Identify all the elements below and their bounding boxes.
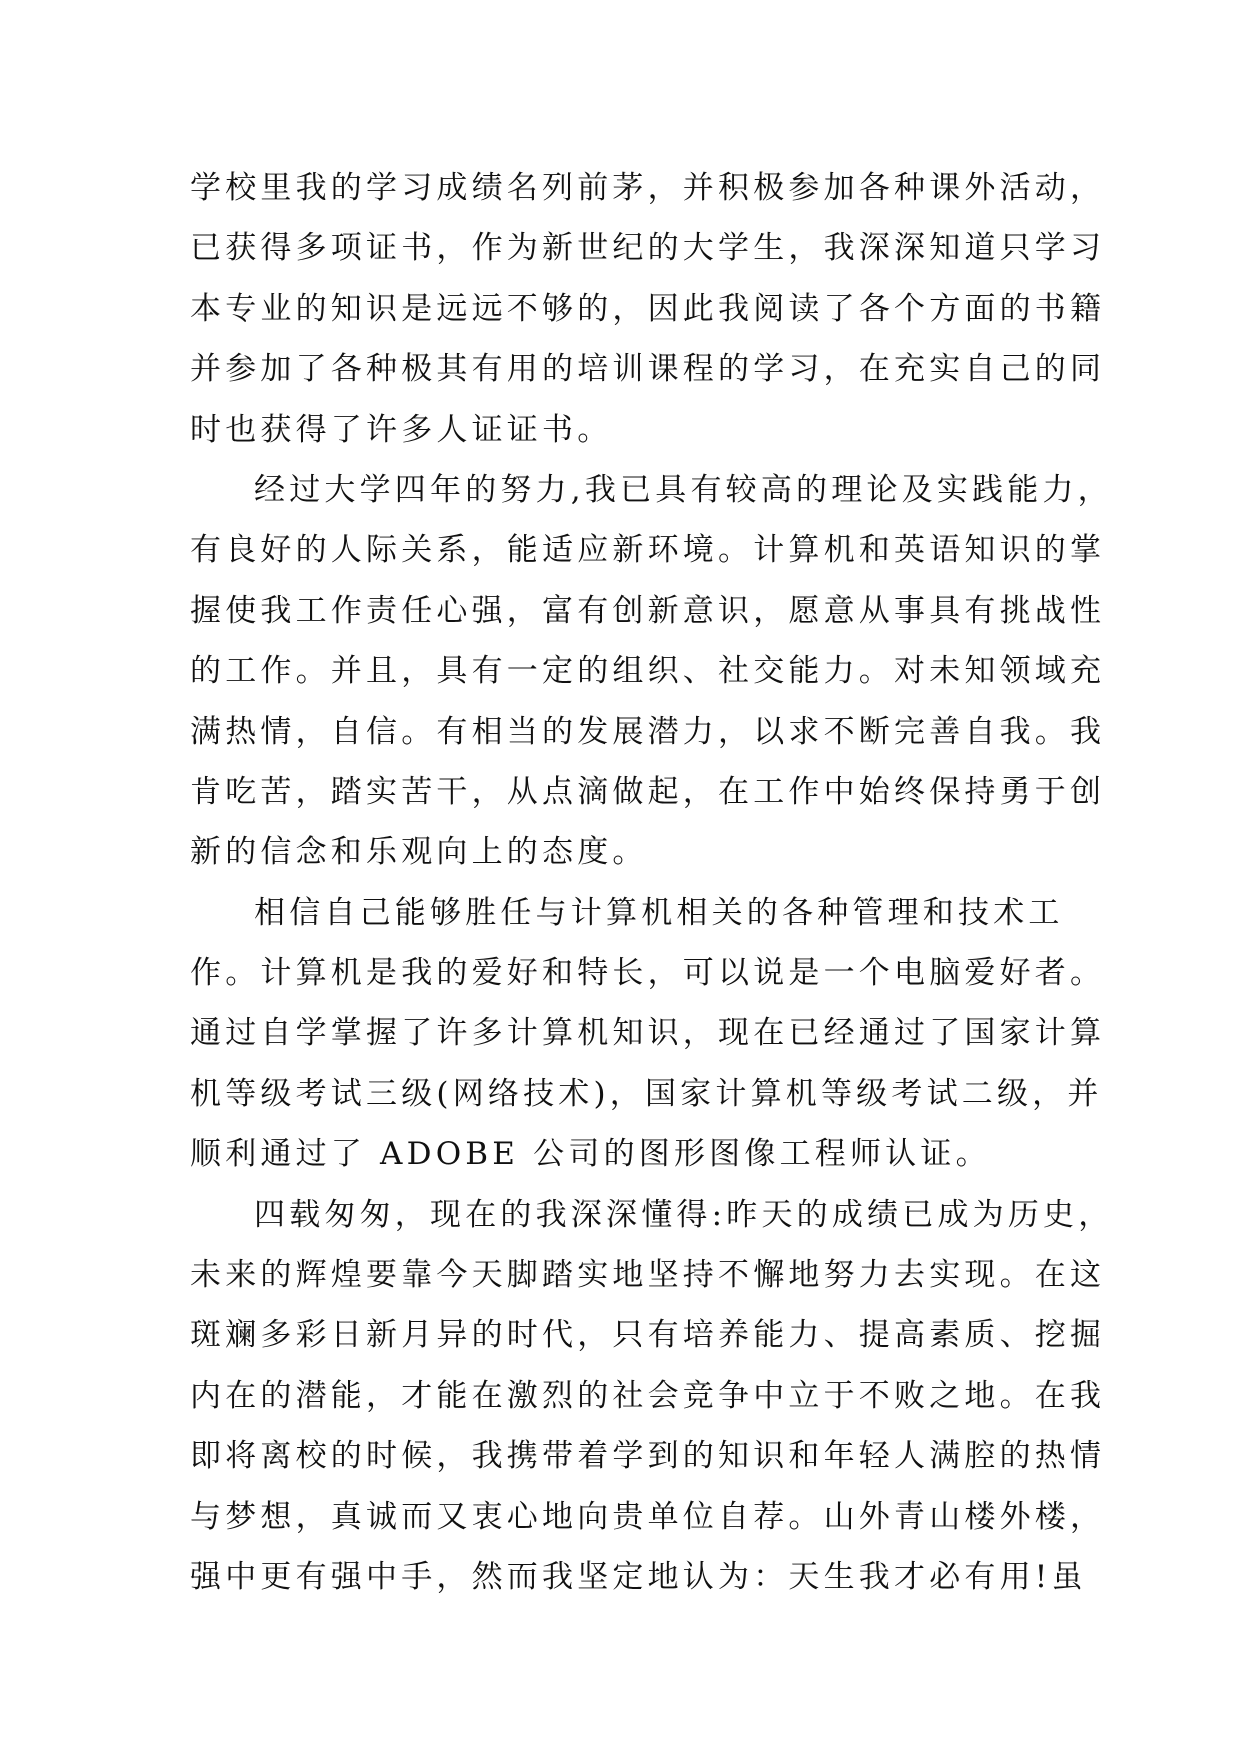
text-line: 内在的潜能，才能在激烈的社会竞争中立于不败之地。在我 xyxy=(190,1377,1106,1414)
text-line: 满热情，自信。有相当的发展潜力，以求不断完善自我。我 xyxy=(190,713,1106,750)
text-line: 即将离校的时候，我携带着学到的知识和年轻人满腔的热情 xyxy=(190,1438,1106,1475)
text-line: 有良好的人际关系，能适应新环境。计算机和英语知识的掌 xyxy=(190,532,1106,569)
text-line: 学校里我的学习成绩名列前茅，并积极参加各种课外活动， xyxy=(190,170,1106,206)
paragraph-first-line: 经过大学四年的努力,我已具有较高的理论及实践能力， xyxy=(254,471,1113,508)
text-line: 并参加了各种极其有用的培训课程的学习，在充实自己的同 xyxy=(190,351,1106,388)
text-line: 顺利通过了 ADOBE 公司的图形图像工程师认证。 xyxy=(190,1136,991,1173)
text-line: 与梦想，真诚而又衷心地向贵单位自荐。山外青山楼外楼， xyxy=(190,1498,1106,1535)
text-line: 斑斓多彩日新月异的时代，只有培养能力、提高素质、挖掘 xyxy=(190,1317,1106,1354)
document-body xyxy=(190,158,1114,1607)
text-line: 作。计算机是我的爱好和特长，可以说是一个电脑爱好者。 xyxy=(190,955,1106,992)
text-line: 本专业的知识是远远不够的，因此我阅读了各个方面的书籍 xyxy=(190,290,1106,327)
paragraph-first-line: 相信自己能够胜任与计算机相关的各种管理和技术工 xyxy=(254,894,1064,931)
text-line: 肯吃苦，踏实苦干，从点滴做起，在工作中始终保持勇于创 xyxy=(190,773,1106,810)
paragraph-first-line: 四载匆匆，现在的我深深懂得:昨天的成绩已成为历史， xyxy=(254,1196,1114,1233)
text-line: 的工作。并且，具有一定的组织、社交能力。对未知领域充 xyxy=(190,653,1106,690)
text-line: 已获得多项证书，作为新世纪的大学生，我深深知道只学习 xyxy=(190,230,1106,267)
text-line: 握使我工作责任心强，富有创新意识，愿意从事具有挑战性 xyxy=(190,592,1106,629)
text-line: 新的信念和乐观向上的态度。 xyxy=(190,834,648,871)
text-line: 强中更有强中手，然而我坚定地认为：天生我才必有用!虽 xyxy=(190,1558,1087,1595)
text-line: 通过自学掌握了许多计算机知识，现在已经通过了国家计算 xyxy=(190,1015,1106,1052)
text-line: 时也获得了许多人证证书。 xyxy=(190,411,613,448)
text-line: 未来的辉煌要靠今天脚踏实地坚持不懈地努力去实现。在这 xyxy=(190,1257,1106,1294)
text-line: 机等级考试三级(网络技术)，国家计算机等级考试二级，并 xyxy=(190,1075,1103,1112)
